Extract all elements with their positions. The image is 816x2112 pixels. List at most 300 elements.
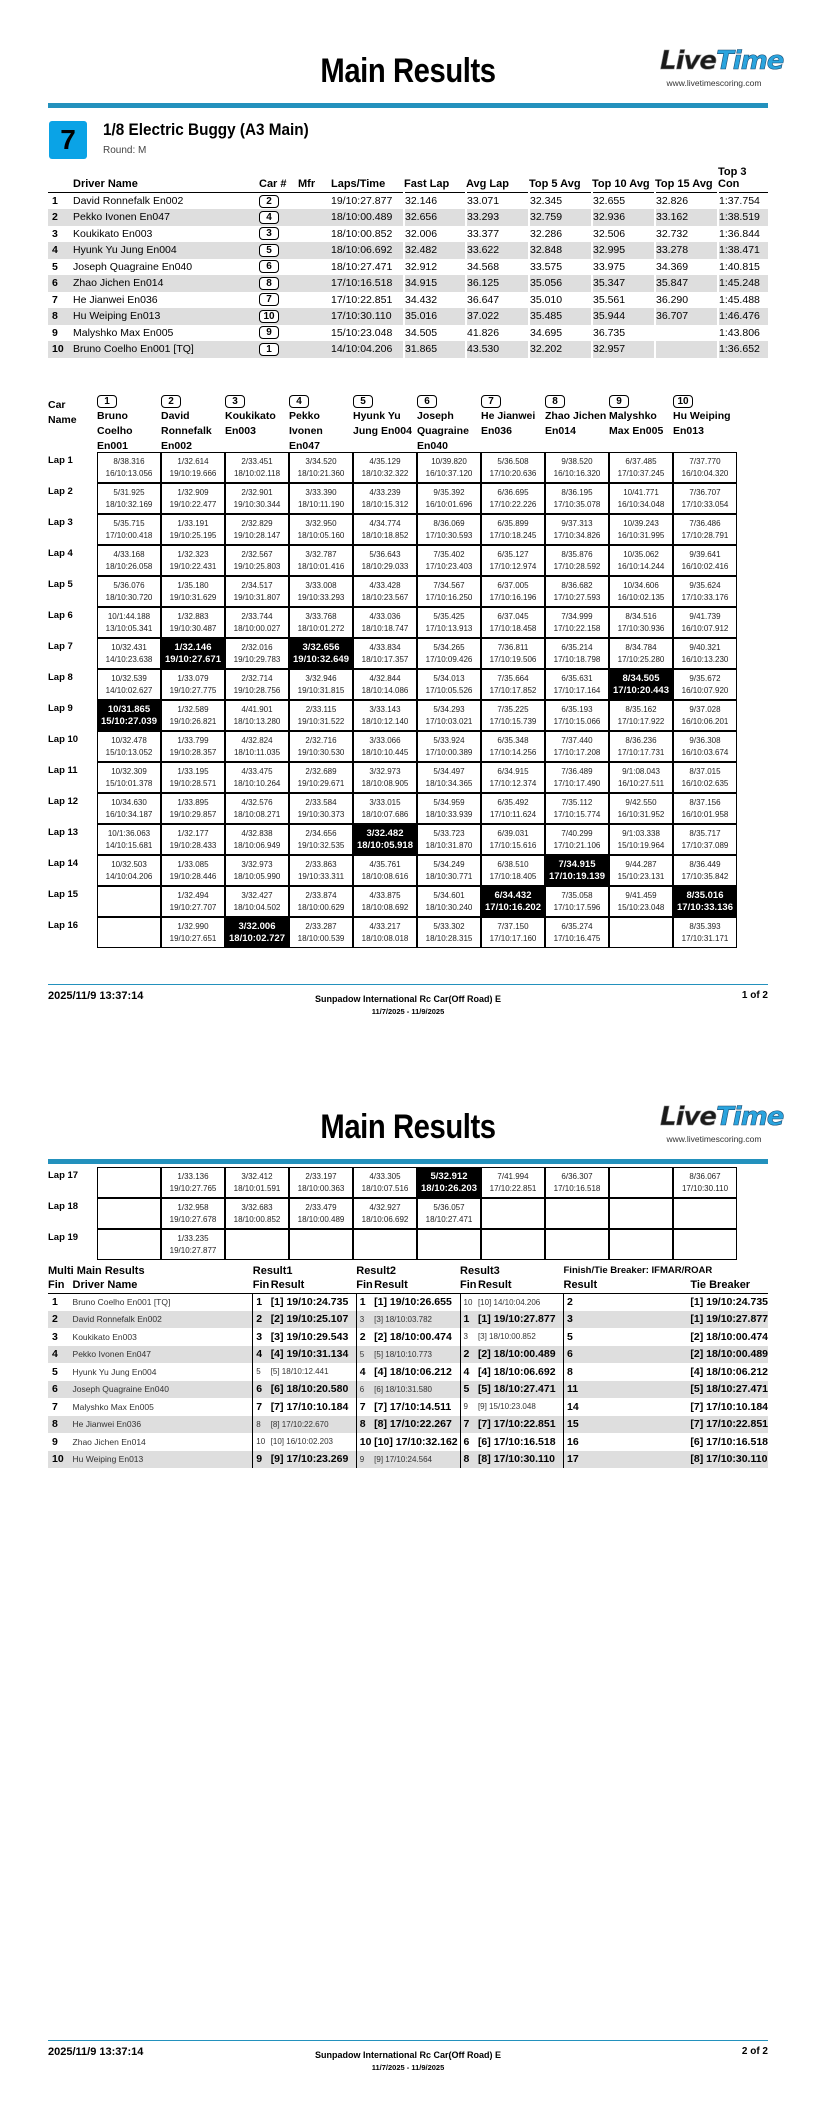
lap-label: Lap 5 [48, 579, 73, 590]
laps-totaltime: 18/10:04.502 [233, 903, 281, 912]
lap-cell [417, 483, 481, 514]
result3-title: Result3 [460, 1264, 500, 1277]
laps-totaltime: 19/10:27.707 [169, 903, 217, 912]
position-laptime: 2/32.829 [241, 519, 273, 528]
tie-breaker: [2] 18/10:00.489 [656, 1346, 768, 1364]
lap-cell [353, 669, 417, 700]
position-laptime: 7/34.999 [561, 612, 593, 621]
driver-name: Hyunk Yu Jung En004 [72, 1366, 157, 1377]
top10-avg: 35.561 [592, 292, 655, 309]
laps-totaltime: 18/10:07.686 [361, 810, 409, 819]
lap-cell [225, 855, 289, 886]
lap-grid-header [48, 392, 768, 450]
footer-page-number: 2 of 2 [741, 2046, 768, 2057]
position-laptime: 3/32.482 [366, 828, 404, 839]
laps-totaltime: 18/10:28.315 [425, 934, 473, 943]
result1-title: Result1 [252, 1264, 293, 1277]
position-laptime: 6/34.432 [494, 890, 532, 901]
multi-main-row [48, 1328, 768, 1346]
driver-name-line: He Jianwei [481, 410, 536, 422]
position-laptime: 3/33.015 [369, 798, 401, 807]
r3-finish: 10 [460, 1293, 478, 1311]
top3-consecutive: 1:38.471 [718, 242, 768, 259]
r2-result: [7] 17/10:14.511 [374, 1400, 452, 1413]
footer-event-name: Sunpadow International Rc Car(Off Road) E [314, 2050, 501, 2060]
r2-result: [1] 19/10:26.655 [374, 1296, 452, 1308]
lap-label: Lap 19 [48, 1232, 79, 1243]
driver-name-line: En002 [161, 440, 192, 452]
r1-result: [2] 19/10:25.107 [271, 1311, 357, 1329]
livetime-logo [660, 46, 784, 88]
position-laptime: 3/34.520 [305, 457, 337, 466]
avg-lap: 43.530 [466, 341, 529, 358]
top5-avg: 35.485 [529, 308, 592, 325]
tiebreaker-title: Finish/Tie Breaker: IFMAR/ROAR [563, 1265, 713, 1276]
laps-totaltime: 19/10:28.433 [169, 841, 217, 850]
col-r1-fin: Fin [252, 1279, 270, 1292]
fast-lap: 32.146 [404, 193, 466, 210]
lap-cell [161, 917, 225, 948]
fast-lap: 34.915 [404, 275, 466, 292]
manufacturer [298, 226, 331, 243]
position-laptime: 4/33.239 [369, 488, 401, 497]
top3-consecutive: 1:45.488 [718, 292, 768, 309]
laps-totaltime: 18/10:14.086 [361, 686, 409, 695]
laps-totaltime: 18/10:00.539 [297, 934, 345, 943]
col-fin: Fin [48, 1278, 73, 1293]
laps-totaltime: 17/10:37.089 [681, 841, 729, 850]
laps-totaltime: 17/10:17.731 [617, 748, 665, 757]
r2-finish: 5 [356, 1346, 374, 1364]
lap-cell [289, 886, 353, 917]
laps-totaltime: 18/10:08.616 [361, 872, 409, 881]
position-laptime: 3/33.768 [305, 612, 337, 621]
top5-avg: 33.575 [529, 259, 592, 276]
position-laptime: 10/32.539 [111, 674, 147, 683]
top3-consecutive: 1:36.652 [718, 341, 768, 358]
final-position: 1 [52, 1296, 58, 1308]
car-number-cell [545, 394, 607, 409]
r2-result: [3] 18/10:03.782 [374, 1311, 460, 1329]
lap-cell [353, 545, 417, 576]
position-laptime: 8/36.682 [561, 581, 593, 590]
laps-totaltime: 19/10:25.195 [169, 531, 217, 540]
car-number-badge: 6 [259, 260, 279, 273]
position-laptime: 4/33.834 [369, 643, 401, 652]
r2-result: [6] 18/10:31.580 [374, 1381, 460, 1399]
finish-position: 6 [48, 275, 73, 292]
lap-cell-fastest [481, 886, 545, 917]
top10-avg: 32.506 [592, 226, 655, 243]
car-number-badge: 2 [259, 195, 279, 208]
lap-row [48, 638, 768, 669]
position-laptime: 1/33.235 [177, 1234, 209, 1243]
laps-totaltime: 18/10:02.118 [233, 469, 281, 478]
position-laptime: 8/37.156 [689, 798, 721, 807]
position-laptime: 6/37.005 [497, 581, 529, 590]
position-laptime: 5/31.925 [113, 488, 145, 497]
final-position: 9 [52, 1435, 58, 1448]
car-number-cell [259, 226, 298, 243]
lap-cell [225, 514, 289, 545]
laps-totaltime: 18/10:29.033 [361, 562, 409, 571]
points-result: 17 [564, 1451, 657, 1469]
lap-cell [97, 886, 161, 917]
laps-totaltime: 18/10:08.905 [361, 779, 409, 788]
lap-cell [545, 576, 609, 607]
lap-cell [97, 917, 161, 948]
position-laptime: 4/33.875 [369, 891, 401, 900]
car-number-badge: 4 [289, 395, 309, 408]
position-laptime: 1/32.958 [177, 1203, 209, 1212]
position-laptime: 7/34.915 [558, 859, 596, 870]
lap-label: Lap 18 [48, 1201, 79, 1212]
r3-finish: 8 [460, 1451, 478, 1469]
laps-time: 17/10:16.518 [331, 275, 404, 292]
position-laptime: 2/33.451 [241, 457, 273, 466]
car-number-cell [161, 394, 223, 409]
lap-cell [417, 638, 481, 669]
laps-totaltime: 15/10:01.378 [105, 779, 153, 788]
laps-totaltime: 17/10:09.426 [425, 655, 473, 664]
top15-avg [655, 341, 718, 358]
lap-cell [289, 793, 353, 824]
position-laptime: 4/33.305 [369, 1172, 401, 1181]
lap-cell [225, 452, 289, 483]
top15-avg: 32.826 [655, 193, 718, 210]
footer-event-name: Sunpadow International Rc Car(Off Road) E [314, 994, 501, 1004]
r1-finish: 5 [253, 1363, 271, 1381]
laps-totaltime: 17/10:30.110 [681, 1184, 729, 1193]
top5-avg: 32.345 [529, 193, 592, 210]
position-laptime: 8/36.069 [433, 519, 465, 528]
label-name: Name [48, 414, 77, 426]
laps-totaltime: 17/10:17.922 [617, 717, 665, 726]
laps-totaltime: 18/10:18.747 [361, 624, 409, 633]
laps-totaltime: 17/10:30.936 [617, 624, 665, 633]
fast-lap: 32.656 [404, 209, 466, 226]
lap-cell [673, 855, 737, 886]
r2-result: [5] 18/10:10.773 [374, 1346, 460, 1364]
driver-name-line: Bruno [97, 410, 128, 422]
lap-label: Lap 4 [48, 548, 73, 559]
r1-finish: 1 [253, 1293, 271, 1311]
col-tie-breaker: Tie Breaker [656, 1278, 768, 1293]
lap-cell [481, 731, 545, 762]
driver-name-line: Ivonen [289, 425, 323, 437]
r1-result: [10] 16/10:02.203 [270, 1437, 333, 1447]
laps-totaltime: 15/10:23.048 [617, 903, 665, 912]
car-number-cell [353, 394, 415, 409]
r1-finish: 7 [253, 1398, 271, 1416]
laps-totaltime: 19/10:30.373 [297, 810, 345, 819]
laps-totaltime: 17/10:33.176 [681, 593, 729, 602]
manufacturer [298, 325, 331, 342]
laps-totaltime: 18/10:30.720 [105, 593, 153, 602]
lap-cell [353, 1229, 417, 1260]
lap-cell [353, 638, 417, 669]
position-laptime: 8/36.067 [689, 1172, 721, 1181]
car-number-badge: 5 [259, 244, 279, 257]
multi-main-row [48, 1398, 768, 1416]
lap-cell [481, 855, 545, 886]
position-laptime: 9/35.624 [689, 581, 721, 590]
fast-lap: 32.912 [404, 259, 466, 276]
lap-row [48, 886, 768, 917]
laps-totaltime: 17/10:00.418 [105, 531, 153, 540]
driver-name: Zhao Jichen En014 [72, 1436, 146, 1447]
tie-breaker: [7] 17/10:10.184 [690, 1400, 768, 1413]
laps-totaltime: 17/10:12.374 [489, 779, 537, 788]
car-number-cell [259, 259, 298, 276]
col-top10: Top 10 Avg [592, 166, 655, 193]
lap-cell [97, 1198, 161, 1229]
top3-consecutive: 1:37.754 [718, 193, 768, 210]
position-laptime: 10/35.062 [623, 550, 659, 559]
lap-cell [545, 824, 609, 855]
lap-cell [609, 700, 673, 731]
laps-totaltime: 18/10:00.629 [297, 903, 345, 912]
position-laptime: 10/32.478 [111, 736, 147, 745]
laps-totaltime: 17/10:18.798 [553, 655, 601, 664]
laps-totaltime: 15/10:23.131 [617, 872, 665, 881]
lap-cell [97, 824, 161, 855]
lap-cell [673, 452, 737, 483]
laps-totaltime: 19/10:31.522 [297, 717, 345, 726]
laps-totaltime: 17/10:17.596 [553, 903, 601, 912]
laps-totaltime: 19/10:30.530 [297, 748, 345, 757]
position-laptime: 6/37.485 [625, 457, 657, 466]
lap-cell [481, 1229, 545, 1260]
car-number-badge: 3 [225, 395, 245, 408]
lap-cell [289, 1229, 353, 1260]
lap-cell [545, 452, 609, 483]
position-laptime: 1/33.895 [177, 798, 209, 807]
finish-position: 3 [52, 227, 58, 240]
r2-result: [9] 17/10:24.564 [374, 1451, 460, 1469]
lap-cell [545, 731, 609, 762]
laps-totaltime: 17/10:16.518 [553, 1184, 601, 1193]
col-top5: Top 5 Avg [529, 166, 592, 193]
car-number-badge: 8 [259, 277, 279, 290]
lap-cell [673, 824, 737, 855]
finish-position: 8 [48, 308, 73, 325]
points-result: 2 [564, 1293, 657, 1311]
driver-name: Pekko Ivonen En047 [73, 209, 259, 226]
r2-finish: 7 [356, 1398, 374, 1416]
lap-cell [545, 793, 609, 824]
car-number-cell [259, 341, 298, 358]
lap-cell [609, 917, 673, 948]
driver-name: Koukikato En003 [72, 1331, 137, 1342]
laps-totaltime: 19/10:29.671 [297, 779, 345, 788]
position-laptime: 5/33.924 [433, 736, 465, 745]
r1-result: [4] 19/10:31.134 [271, 1346, 357, 1364]
driver-column-header [417, 394, 479, 454]
lap-cell [609, 545, 673, 576]
laps-totaltime: 18/10:00.363 [297, 1184, 345, 1193]
position-laptime: 5/32.912 [430, 1171, 468, 1182]
position-laptime: 6/35.127 [497, 550, 529, 559]
lap-cell [481, 545, 545, 576]
laps-totaltime: 19/10:28.446 [169, 872, 217, 881]
laps-totaltime: 19/10:30.487 [169, 624, 217, 633]
position-laptime: 1/32.494 [177, 891, 209, 900]
laps-totaltime: 18/10:02.727 [229, 933, 285, 944]
car-number-badge: 4 [259, 211, 279, 224]
position-laptime: 3/33.066 [369, 736, 401, 745]
position-laptime: 6/35.274 [561, 922, 593, 931]
top5-avg: 35.056 [529, 275, 592, 292]
position-laptime: 5/33.302 [433, 922, 465, 931]
laps-totaltime: 17/10:15.066 [553, 717, 601, 726]
footer-printed-date: 2025/11/9 13:37:14 [48, 2046, 144, 2058]
laps-totaltime: 17/10:17.852 [489, 686, 537, 695]
r3-result: [5] 18/10:27.471 [478, 1381, 564, 1399]
laps-totaltime: 17/10:15.739 [489, 717, 537, 726]
lap-cell [289, 483, 353, 514]
laps-totaltime: 16/10:14.244 [617, 562, 665, 571]
lap-cell [481, 793, 545, 824]
lap-cell [353, 576, 417, 607]
position-laptime: 9/41.739 [689, 612, 721, 621]
lap-cell [289, 452, 353, 483]
position-laptime: 4/33.036 [369, 612, 401, 621]
lap-cell [289, 824, 353, 855]
position-laptime: 10/39.820 [431, 457, 467, 466]
car-number-badge: 6 [417, 395, 437, 408]
laps-totaltime: 19/10:25.803 [233, 562, 281, 571]
lap-label: Lap 14 [48, 858, 79, 869]
finish-position: 5 [52, 260, 58, 273]
col-fast-lap: Fast Lap [404, 166, 466, 193]
lap-cell [353, 1198, 417, 1229]
lap-cell [161, 483, 225, 514]
laps-totaltime: 17/10:15.774 [553, 810, 601, 819]
driver-column-header [225, 394, 287, 439]
car-number-cell [259, 292, 298, 309]
car-number-cell [481, 394, 543, 409]
laps-totaltime: 17/10:33.054 [681, 500, 729, 509]
lap-cell-fastest [97, 700, 161, 731]
lap-label: Lap 16 [48, 920, 79, 931]
laps-totaltime: 17/10:28.791 [681, 531, 729, 540]
manufacturer [298, 341, 331, 358]
driver-column-header [161, 394, 223, 454]
laps-totaltime: 18/10:00.489 [297, 1215, 345, 1224]
lap-cell [545, 700, 609, 731]
avg-lap: 33.293 [466, 209, 529, 226]
laps-totaltime: 16/10:02.635 [681, 779, 729, 788]
position-laptime: 6/35.899 [497, 519, 529, 528]
position-laptime: 2/33.287 [305, 922, 337, 931]
lap-cell [545, 514, 609, 545]
r3-finish: 4 [460, 1363, 478, 1381]
lap-cell-fastest [161, 638, 225, 669]
fast-lap: 32.006 [404, 226, 466, 243]
position-laptime: 7/37.440 [561, 736, 593, 745]
top15-avg: 33.162 [655, 209, 718, 226]
lap-row [48, 917, 768, 948]
laps-totaltime: 16/10:03.674 [681, 748, 729, 757]
col-r2-result: Result [374, 1278, 460, 1293]
position-laptime: 7/34.567 [433, 581, 465, 590]
lap-cell [609, 483, 673, 514]
car-number-badge: 3 [259, 227, 279, 240]
laps-time: 18/10:00.489 [331, 209, 404, 226]
col-final-result: Result [564, 1278, 657, 1293]
position-laptime: 5/35.715 [113, 519, 145, 528]
top15-avg: 36.707 [655, 308, 718, 325]
lap-row [48, 452, 768, 483]
driver-column-header [673, 394, 735, 439]
lap-row [48, 762, 768, 793]
r3-result: [1] 19/10:27.877 [478, 1311, 564, 1329]
lap-row [48, 824, 768, 855]
position-laptime: 8/36.195 [561, 488, 593, 497]
results-row [48, 275, 768, 292]
driver-name: Hu Weiping En013 [73, 308, 259, 325]
position-laptime: 1/32.589 [177, 705, 209, 714]
position-laptime: 7/37.150 [497, 922, 529, 931]
lap-cell [673, 483, 737, 514]
laps-totaltime: 18/10:00.027 [233, 624, 281, 633]
position-laptime: 4/33.168 [113, 550, 145, 559]
position-laptime: 10/34.606 [623, 581, 659, 590]
laps-totaltime: 18/10:26.058 [105, 562, 153, 571]
position-laptime: 8/37.015 [689, 767, 721, 776]
lap-cell [481, 576, 545, 607]
r1-result: [1] 19/10:24.735 [270, 1296, 349, 1308]
lap-cell [417, 855, 481, 886]
position-laptime: 9/37.313 [561, 519, 593, 528]
lap-cell [481, 1167, 545, 1198]
race-number-badge: 7 [49, 121, 87, 159]
car-number-cell [609, 394, 671, 409]
lap-cell [481, 514, 545, 545]
multi-main-row [48, 1293, 768, 1311]
label-car: Car [48, 399, 66, 411]
driver-column-header [353, 394, 415, 439]
laps-totaltime: 16/10:01.958 [681, 810, 729, 819]
laps-totaltime: 19/10:27.877 [169, 1246, 217, 1255]
multi-main-row [48, 1346, 768, 1364]
position-laptime: 1/35.180 [177, 581, 209, 590]
lap-cell [417, 917, 481, 948]
lap-cell [673, 1229, 737, 1260]
laps-totaltime: 19/10:27.651 [169, 934, 217, 943]
laps-totaltime: 16/10:13.056 [105, 469, 153, 478]
position-laptime: 7/35.402 [433, 550, 465, 559]
points-result: 6 [564, 1346, 657, 1364]
laps-totaltime: 18/10:08.018 [361, 934, 409, 943]
fast-lap: 35.016 [404, 308, 466, 325]
results-row [48, 209, 768, 226]
laps-totaltime: 17/10:16.196 [489, 593, 537, 602]
laps-totaltime: 18/10:27.471 [425, 1215, 473, 1224]
lap-label: Lap 2 [48, 486, 73, 497]
tie-breaker: [5] 18/10:27.471 [656, 1381, 768, 1399]
results-row [48, 325, 768, 342]
r2-finish: 2 [356, 1328, 374, 1346]
lap-row [48, 514, 768, 545]
lap-cell [481, 917, 545, 948]
position-laptime: 10/39.243 [623, 519, 659, 528]
top5-avg: 32.848 [529, 242, 592, 259]
laps-totaltime: 17/10:37.245 [617, 469, 665, 478]
laps-totaltime: 19/10:19.666 [169, 469, 217, 478]
lap-cell [481, 1198, 545, 1229]
